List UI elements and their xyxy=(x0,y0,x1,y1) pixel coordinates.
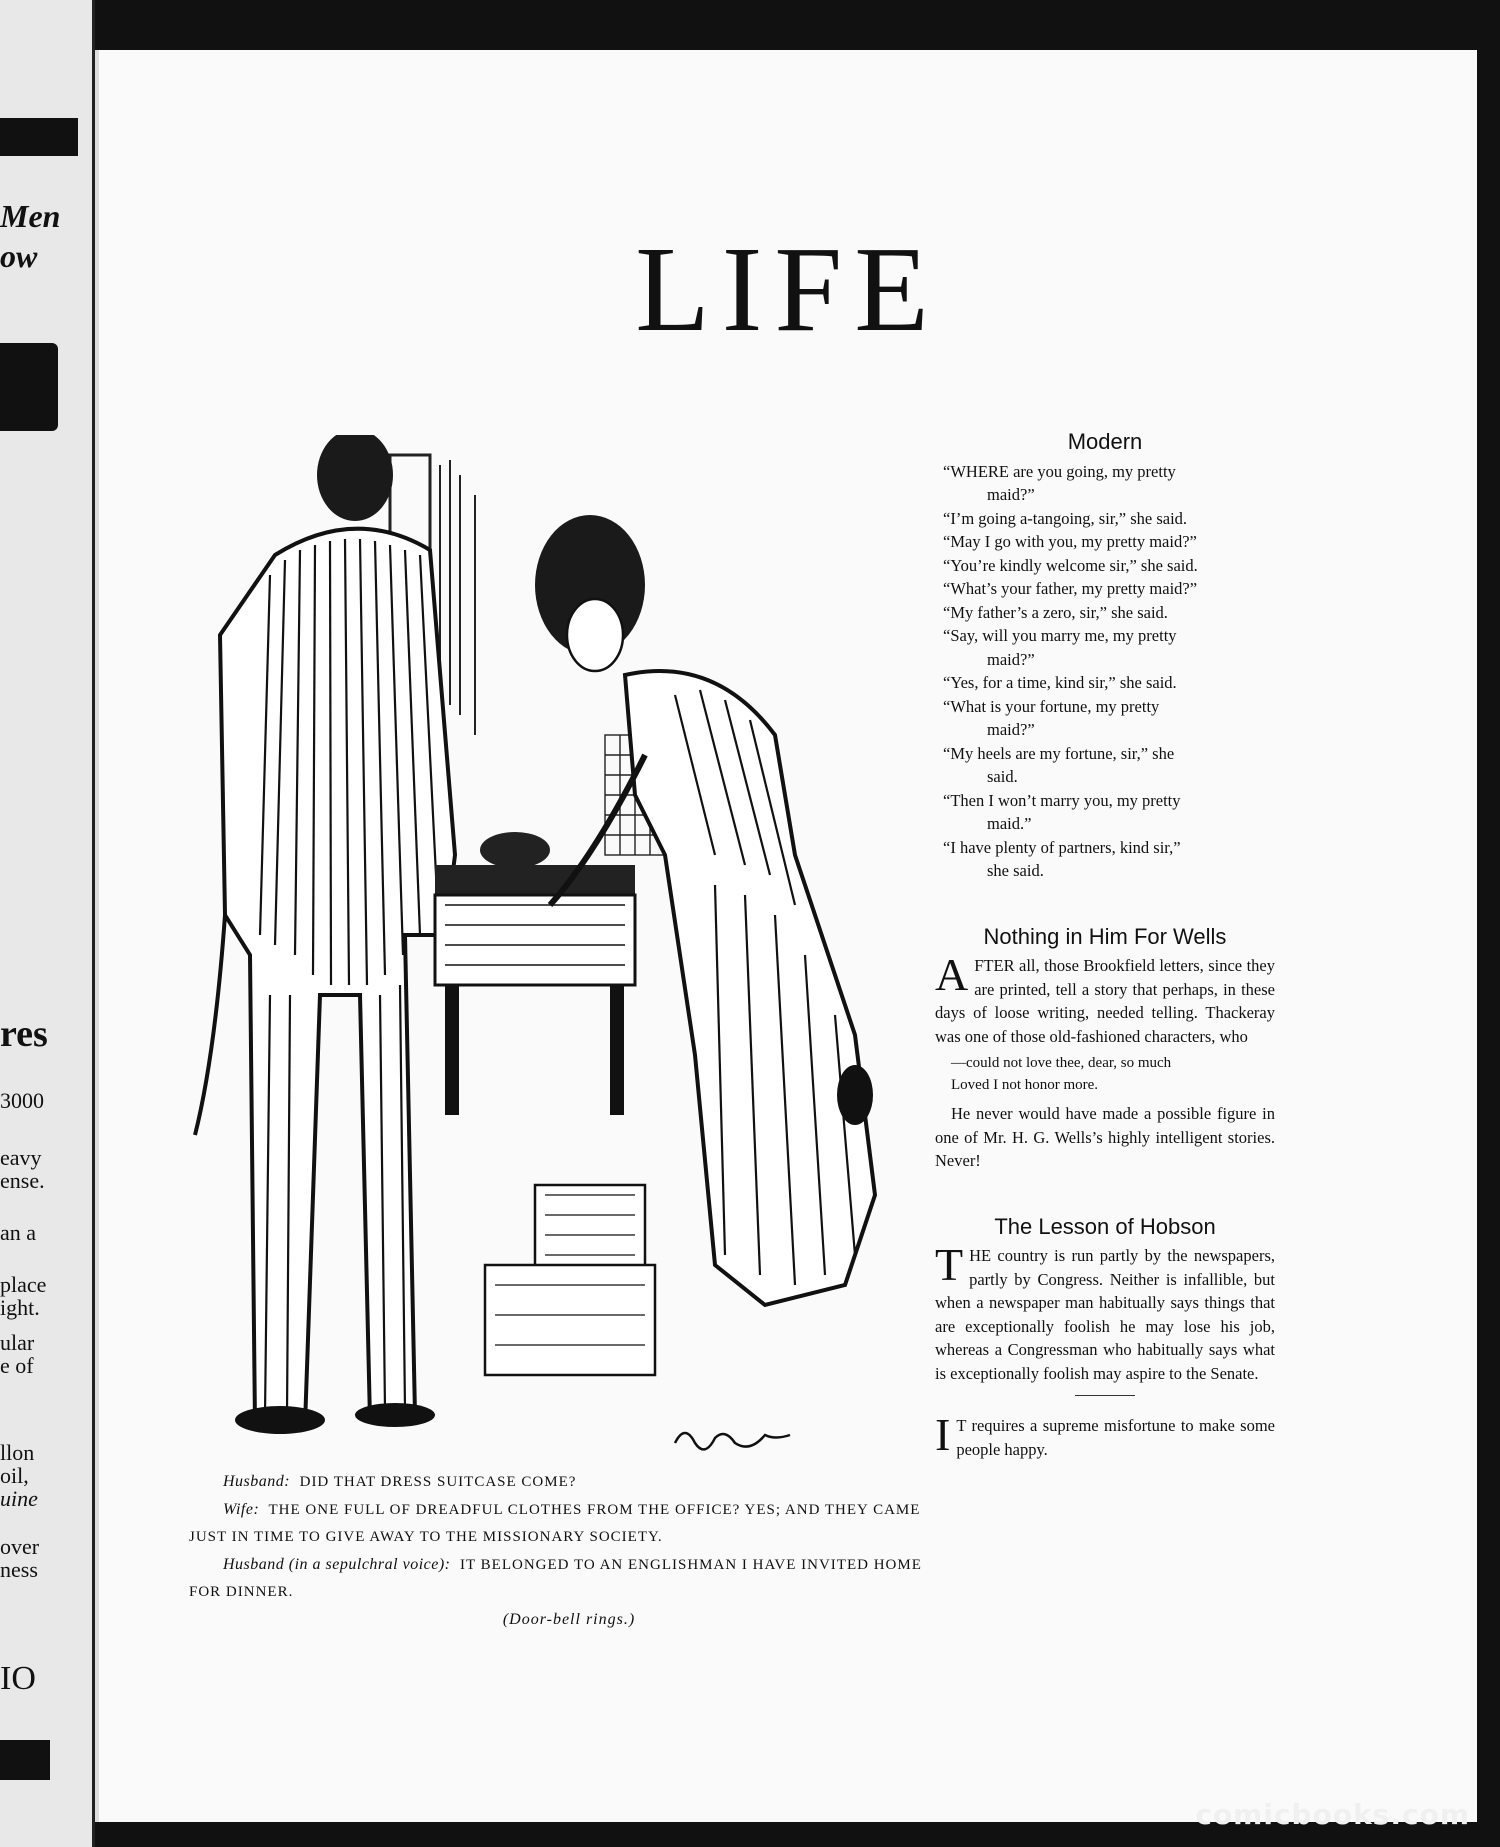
poem-line-text: “I have plenty of partners, kind sir,” xyxy=(943,837,1181,857)
article-text: HE country is run partly by the newspapers, partly by Congress. Neither is infallible, but when a newspaper man habitually says things that are exceptionally foolish he may lose his job, whereas a Congressman who habitually says what is exceptionally foolish may aspire to the Senate. xyxy=(935,1246,1275,1383)
ad-fragment: 3000 xyxy=(0,1088,44,1113)
poem-line-text: “Say, will you marry me, my pretty xyxy=(943,626,1177,645)
article-title: Nothing in Him For Wells xyxy=(983,923,1227,949)
poem-line-continuation: she said. xyxy=(987,861,1044,880)
packages xyxy=(485,1185,655,1375)
poem-line xyxy=(935,554,1275,578)
ad-graphic-box xyxy=(0,343,58,431)
poem-line xyxy=(935,601,1275,625)
poem-line-text: “You’re kindly welcome sir,” she said. xyxy=(943,555,1198,575)
ad-fragment: ular xyxy=(0,1330,35,1355)
caption-text: IT BELONGED TO AN ENGLISHMAN I HAVE INVITED HOME FOR DINNER. xyxy=(189,1557,922,1600)
caption-text: THE ONE FULL OF DREADFUL CLOTHES FROM THE OFFICE? YES; AND THEY CAME JUST IN TIME TO GIVE AWAY TO THE MISSIONARY SOCIETY. xyxy=(189,1502,921,1545)
verse-line: Loved I not honor more. xyxy=(951,1077,1099,1093)
poem-line-text: “I’m going a-tangoing, sir,” she said. xyxy=(943,508,1188,528)
article-wells xyxy=(935,925,1275,1173)
ad-graphic-strip xyxy=(0,1740,50,1780)
ad-fragment: oil, xyxy=(0,1463,29,1488)
ad-fragment: res xyxy=(0,1013,48,1055)
drop-cap: I xyxy=(935,1409,951,1460)
ad-fragment: Men xyxy=(0,198,61,234)
ad-fragment: e of xyxy=(0,1353,34,1378)
text-column xyxy=(935,430,1275,1461)
caption-text: DID THAT DRESS SUITCASE COME? xyxy=(299,1474,577,1490)
poem-line xyxy=(935,742,1275,789)
speaker: Husband: xyxy=(223,1473,291,1490)
poem-modern xyxy=(935,430,1275,883)
stage-direction: (Door-bell rings.) xyxy=(502,1611,636,1628)
ad-fragment: ow xyxy=(0,238,38,274)
cartoon-caption xyxy=(189,1468,949,1633)
ad-fragment: uine xyxy=(0,1486,38,1511)
poem-line xyxy=(935,577,1275,601)
poem-line-text: “My father’s a zero, sir,” she said. xyxy=(943,602,1168,622)
verse-line: —could not love thee, dear, so much xyxy=(951,1055,1172,1071)
speaker: Wife: xyxy=(223,1501,260,1518)
poem-line xyxy=(935,530,1275,554)
quoted-verse xyxy=(951,1052,1275,1096)
poem-line-text: “Yes, for a time, kind sir,” she said. xyxy=(943,673,1177,692)
previous-page-edge xyxy=(0,0,95,1847)
drop-cap: A xyxy=(935,949,969,1000)
ad-fragment: IO xyxy=(0,1660,36,1697)
poem-line-continuation: maid?” xyxy=(987,720,1035,739)
ad-fragment: place xyxy=(0,1272,47,1297)
ad-fragment: an a xyxy=(0,1220,37,1245)
poem-line xyxy=(935,836,1275,883)
article-text: FTER all, those Brookfield letters, since they are printed, tell a story that perhaps, in these days of loose writing, needed telling. Thackeray was one of those old-fashioned characters, who xyxy=(935,956,1275,1046)
artist-signature xyxy=(675,1433,790,1449)
site-watermark: comicbooks.com xyxy=(1195,1798,1470,1831)
ad-fragment: over xyxy=(0,1534,40,1559)
cartoon-illustration xyxy=(155,435,955,1495)
poem-line xyxy=(935,671,1275,695)
man-figure xyxy=(195,435,455,1434)
ad-fragment: llon xyxy=(0,1440,35,1465)
article-hobson xyxy=(935,1215,1275,1462)
ad-graphic-strip xyxy=(0,118,78,156)
poem-line xyxy=(935,460,1275,507)
poem-line xyxy=(935,624,1275,671)
divider xyxy=(1075,1395,1135,1396)
ad-fragment: eavy xyxy=(0,1145,42,1170)
poem-line xyxy=(935,507,1275,531)
poem-line xyxy=(935,789,1275,836)
ad-fragment: ness xyxy=(0,1557,38,1582)
table xyxy=(435,832,635,1115)
article-text: He never would have made a possible figure in one of Mr. H. G. Wells’s highly intelligent stories. Never! xyxy=(935,1104,1275,1170)
poem-line-text: “May I go with you, my pretty maid?” xyxy=(943,532,1197,551)
speaker: Husband (in a sepulchral voice): xyxy=(223,1556,451,1573)
poem-line-continuation: maid.” xyxy=(987,814,1032,833)
poem-title: Modern xyxy=(1067,429,1143,454)
poem-line-text: “What’s your father, my pretty maid?” xyxy=(943,579,1198,598)
poem-line-text: “My heels are my fortune, sir,” she xyxy=(943,743,1175,763)
drop-cap: T xyxy=(935,1239,964,1290)
poem-line-text: “What is your fortune, my pretty xyxy=(943,696,1160,716)
ad-fragment: ense. xyxy=(0,1168,45,1193)
poem-line-text: “WHERE are you going, my pretty xyxy=(943,461,1176,481)
magazine-page xyxy=(95,50,1477,1822)
poem-line-continuation: maid?” xyxy=(987,649,1035,669)
poem-line xyxy=(935,695,1275,742)
poem-line-continuation: maid?” xyxy=(987,485,1035,504)
epigram-text: T requires a supreme misfortune to make some people happy. xyxy=(956,1416,1275,1459)
masthead: LIFE xyxy=(635,222,941,357)
ad-fragment: ight. xyxy=(0,1295,40,1320)
artist-signature-text: R. Crosby xyxy=(725,1475,730,1476)
poem-line-text: “Then I won’t marry you, my pretty xyxy=(943,790,1181,810)
poem-line-continuation: said. xyxy=(987,767,1018,786)
article-title: The Lesson of Hobson xyxy=(994,1213,1216,1239)
